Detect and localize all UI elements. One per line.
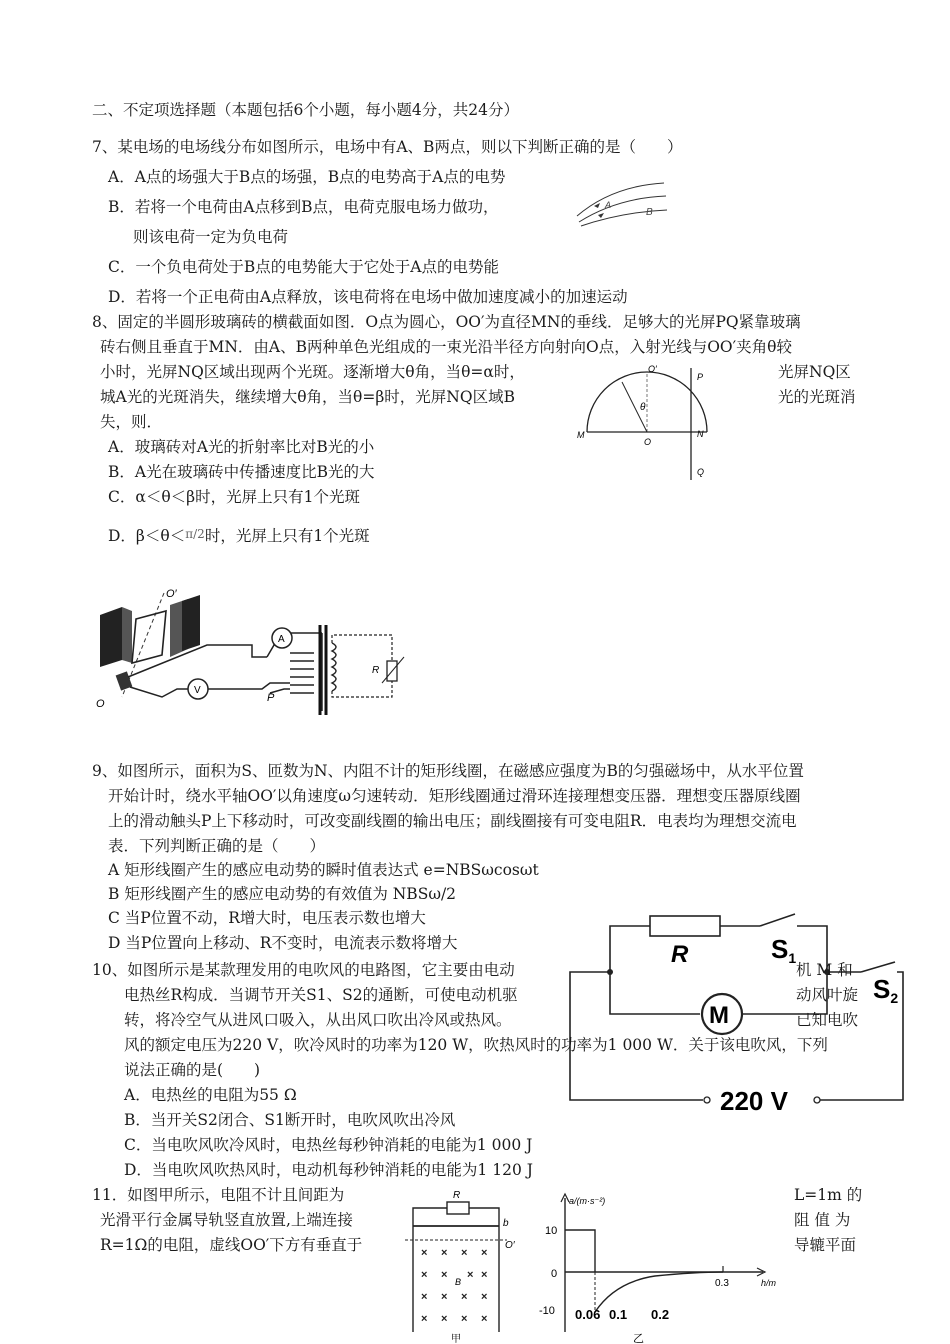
q11-line3b: 导辘平面 bbox=[794, 1236, 857, 1254]
q11-jia-resistor-label: R bbox=[453, 1190, 461, 1201]
q11-yi-x-axis-label: h/m bbox=[761, 1278, 777, 1288]
q7-option-b-line1: B．若将一个电荷由A点移到B点，电荷克服电场力做功， bbox=[108, 198, 499, 216]
q9-axis-o-label: O bbox=[96, 698, 105, 710]
q8-option-d-pi-over-2: π/2 bbox=[185, 527, 205, 541]
q9-option-a: A 矩形线圈产生的感应电动势的瞬时值表达式 e=NBSωcosωt bbox=[108, 861, 539, 879]
cross-mark: × bbox=[461, 1247, 468, 1259]
q8-semicircle-figure bbox=[572, 360, 722, 482]
q8-n-label: N bbox=[697, 429, 704, 439]
q9-line4: 表．下列判断正确的是（ ） bbox=[108, 837, 326, 855]
q11-yi-tick-x03: 0.3 bbox=[715, 1278, 729, 1289]
q10-option-d: D．当电吹风吹热风时，电动机每秒钟消耗的电能为1 120 J bbox=[124, 1161, 533, 1179]
q11-jia-caption: 甲 bbox=[451, 1334, 461, 1344]
q8-option-d bbox=[108, 524, 370, 546]
q8-option-b: B．A光在玻璃砖中传播速度比B光的大 bbox=[108, 463, 375, 481]
q9-resistor-r-label: R bbox=[372, 665, 380, 676]
q10-switch-s1-label: S1 bbox=[771, 934, 797, 966]
q8-line4a: 城A光的光斑消失，继续增大θ角，当θ=β时，光屏NQ区域B bbox=[100, 388, 515, 406]
cross-mark: × bbox=[481, 1313, 488, 1325]
cross-mark: × bbox=[421, 1291, 428, 1303]
q9-generator-transformer-figure bbox=[92, 585, 412, 717]
q8-option-d-suffix: 时，光屏上只有1个光斑 bbox=[204, 527, 370, 545]
cross-mark: × bbox=[467, 1269, 474, 1281]
cross-mark: × bbox=[421, 1313, 428, 1325]
q8-line4b: 光的光斑消 bbox=[778, 388, 856, 406]
q11-yi-tick-y0: 0 bbox=[551, 1268, 558, 1280]
q9-option-c: C 当P位置不动，R增大时，电压表示数也增大 bbox=[108, 909, 426, 927]
q11-line2a: 光滑平行金属导轨竖直放置,上端连接 bbox=[100, 1211, 353, 1229]
q10-switch-s2-label: S2 bbox=[873, 974, 899, 1006]
q10-line1a: 10、如图所示是某款理发用的电吹风的电路图，它主要由电动 bbox=[92, 961, 515, 979]
q11-yi-tick-yneg10: -10 bbox=[539, 1305, 555, 1317]
q10-line1b: 机 M 和 bbox=[796, 961, 853, 979]
q8-o-label: O bbox=[644, 437, 652, 447]
q7-field-lines-figure bbox=[572, 178, 672, 228]
q9-line2: 开始计时，绕水平轴OO′以角速度ω匀速转动．矩形线圈通过滑环连接理想变压器．理想变压器原线圈 bbox=[108, 787, 801, 805]
q10-line3b: 已知电吹 bbox=[796, 1011, 859, 1029]
cross-mark: × bbox=[481, 1269, 488, 1281]
q7-stem: 7、某电场的电场线分布如图所示，电场中有A、B两点，则以下判断正确的是（ ） bbox=[92, 138, 683, 156]
q7-point-b-label: B bbox=[646, 207, 653, 218]
q9-slider-p-label: P bbox=[267, 692, 275, 704]
q9-ammeter-label: A bbox=[278, 634, 285, 645]
q11-line1b: L=1m 的 bbox=[794, 1186, 863, 1204]
q11-yi-caption: 乙 bbox=[633, 1333, 644, 1344]
q8-line1: 8、固定的半圆形玻璃砖的横截面如图．O点为圆心，OO′为直径MN的垂线．足够大的光屏PQ紧靠玻璃 bbox=[92, 313, 801, 331]
cross-mark: × bbox=[441, 1247, 448, 1259]
q11-yi-y-axis-label: a/(m·s⁻²) bbox=[569, 1196, 606, 1206]
q10-line2b: 动风叶旋 bbox=[796, 986, 859, 1004]
q11-yi-tick-x006: 0.06 bbox=[575, 1307, 601, 1322]
q8-theta-label: θ bbox=[640, 402, 646, 413]
q10-hair-dryer-circuit bbox=[565, 910, 910, 1120]
q8-option-c: C．α＜θ＜β时，光屏上只有1个光斑 bbox=[108, 488, 360, 506]
q10-line2a: 电热丝R构成．当调节开关S1、S2的通断，可使电动机驱 bbox=[124, 986, 518, 1004]
q11-line2b: 阻 值 为 bbox=[794, 1211, 851, 1229]
q11-figure-yi-graph bbox=[535, 1182, 790, 1344]
q9-line3: 上的滑动触头P上下移动时，可改变副线圈的输出电压；副线圈接有可变电阻R．电表均为理想交流电 bbox=[108, 812, 797, 830]
q11-yi-tick-x01: 0.1 bbox=[609, 1307, 628, 1322]
q8-line3b: 光屏NQ区 bbox=[778, 363, 851, 381]
q11-jia-b-point-label: b bbox=[503, 1218, 509, 1229]
q11-yi-tick-y10: 10 bbox=[545, 1225, 558, 1237]
q7-option-d: D．若将一个正电荷由A点释放，该电荷将在电场中做加速度减小的加速运动 bbox=[108, 288, 628, 306]
q10-line4: 风的额定电压为220 V，吹冷风时的功率为120 W，吹热风时的功率为1 000 W．关于该电吹风，下列 bbox=[124, 1036, 828, 1054]
q8-p-label: P bbox=[697, 372, 704, 382]
cross-mark: × bbox=[481, 1247, 488, 1259]
q8-line2: 砖右侧且垂直于MN．由A、B两种单色光组成的一束光沿半径方向射向O点，入射光线与OO′夹角θ较 bbox=[100, 338, 792, 356]
q9-line1: 9、如图所示，面积为S、匝数为N、内阻不计的矩形线圈，在磁感应强度为B的匀强磁场中，从水平位置 bbox=[92, 762, 804, 780]
cross-mark: × bbox=[461, 1291, 468, 1303]
q7-option-c: C．一个负电荷处于B点的电势能大于它处于A点的电势能 bbox=[108, 258, 499, 276]
q11-jia-o-prime-label: O′ bbox=[505, 1240, 515, 1251]
q10-line3a: 转，将冷空气从进风口吸入，从出风口吹出冷风或热风。 bbox=[124, 1011, 512, 1029]
cross-mark: × bbox=[421, 1269, 428, 1281]
q9-voltmeter-label: V bbox=[194, 685, 201, 696]
q10-voltage-label: 220 V bbox=[720, 1086, 788, 1116]
q7-option-a: A．A点的场强大于B点的场强，B点的电势高于A点的电势 bbox=[108, 168, 506, 186]
q11-figure-jia-rails bbox=[395, 1182, 525, 1344]
q8-option-a: A．玻璃砖对A光的折射率比对B光的小 bbox=[108, 438, 375, 456]
q10-option-b: B．当开关S2闭合、S1断开时，电吹风吹出冷风 bbox=[124, 1111, 456, 1129]
cross-mark: × bbox=[461, 1313, 468, 1325]
q8-o-prime-label: O′ bbox=[648, 364, 657, 374]
q9-option-d: D 当P位置向上移动、R不变时，电流表示数将增大 bbox=[108, 934, 458, 952]
cross-mark: × bbox=[441, 1291, 448, 1303]
cross-mark: × bbox=[481, 1291, 488, 1303]
q11-jia-field-b-label: B bbox=[455, 1277, 462, 1287]
q7-option-b-line2: 则该电荷一定为负电荷 bbox=[133, 228, 289, 246]
q8-option-d-prefix: D．β＜θ＜ bbox=[108, 527, 186, 545]
q9-option-b: B 矩形线圈产生的感应电动势的有效值为 NBSω/2 bbox=[108, 885, 457, 903]
q11-line3a: R=1Ω的电阻，虚线OO′下方有垂直于 bbox=[100, 1236, 363, 1254]
q8-line3a: 小时，光屏NQ区域出现两个光斑。逐渐增大θ角，当θ=α时， bbox=[100, 363, 525, 381]
q10-motor-m-label: M bbox=[709, 1002, 729, 1029]
q10-resistor-r-label: R bbox=[671, 941, 689, 968]
q9-axis-o-prime-label: O′ bbox=[166, 588, 177, 600]
q11-yi-tick-x02: 0.2 bbox=[651, 1307, 670, 1322]
cross-mark: × bbox=[441, 1269, 448, 1281]
q10-option-a: A．电热丝的电阻为55 Ω bbox=[124, 1086, 297, 1104]
q8-line5: 失，则． bbox=[100, 413, 163, 431]
q7-point-a-label: A bbox=[605, 200, 612, 210]
cross-mark: × bbox=[421, 1247, 428, 1259]
q8-m-label: M bbox=[577, 430, 585, 440]
section-title: 二、不定项选择题（本题包括6个小题，每小题4分，共24分） bbox=[92, 101, 519, 119]
q8-q-label: Q bbox=[697, 467, 705, 477]
cross-mark: × bbox=[441, 1313, 448, 1325]
q10-line5: 说法正确的是( ) bbox=[124, 1061, 261, 1079]
q11-line1a: 11．如图甲所示，电阻不计且间距为 bbox=[92, 1186, 345, 1204]
q10-option-c: C．当电吹风吹冷风时，电热丝每秒钟消耗的电能为1 000 J bbox=[124, 1136, 533, 1154]
